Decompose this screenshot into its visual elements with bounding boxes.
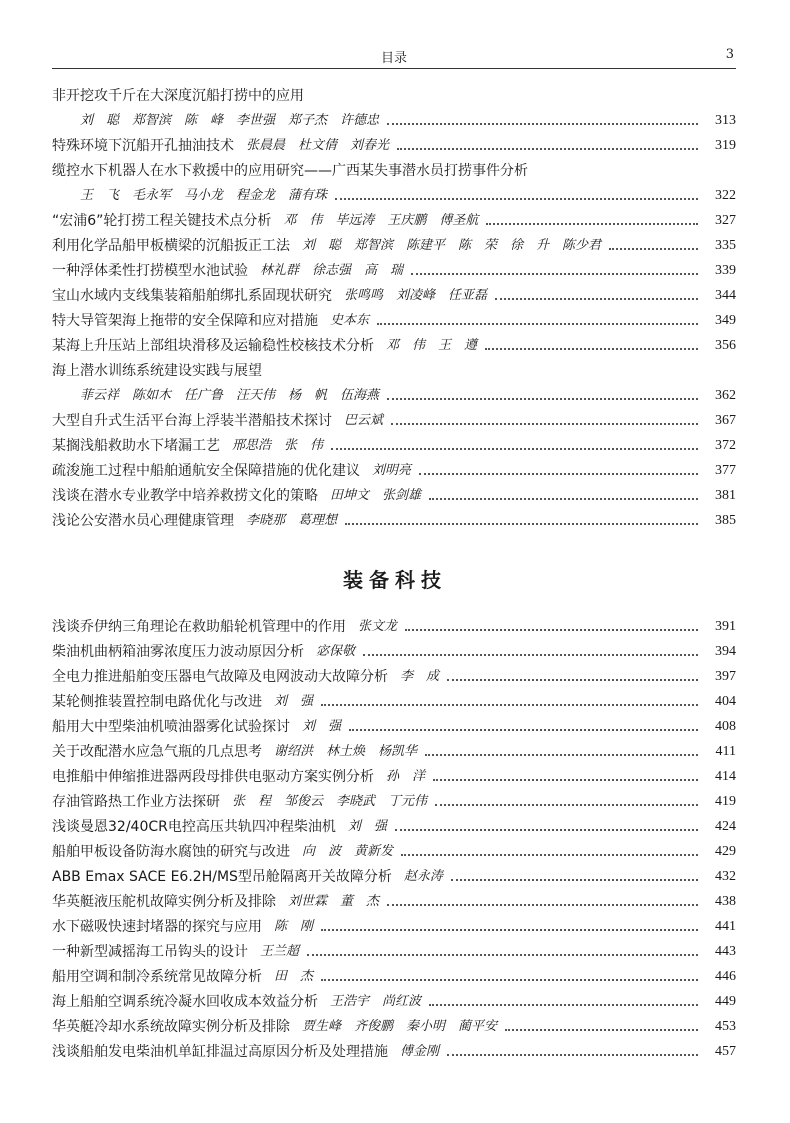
toc-entry [52, 917, 736, 937]
entry-authors: 刘 强 [302, 719, 342, 734]
entry-authors: 刘 聪 郑智滨 陈建平 陈 荣 徐 升 陈少君 [302, 238, 602, 253]
entry-title: 利用化学品船甲板横梁的沉船扳正工法 [52, 238, 290, 254]
leader-dots [435, 804, 698, 806]
entry-authors: 田 杰 [274, 969, 314, 984]
toc-entry [52, 311, 736, 331]
section-heading: 装备科技 [343, 568, 447, 592]
leader-dots [433, 779, 698, 781]
toc-entry [52, 461, 736, 481]
entry-authors: 李 成 [400, 669, 440, 684]
entry-title: 浅谈船舶发电柴油机单缸排温过高原因分析及处理措施 [52, 1044, 388, 1060]
leader-dots [401, 854, 698, 856]
leader-dots [387, 904, 698, 906]
entry-title: 柴油机曲柄箱油雾浓度压力波动原因分析 [52, 644, 304, 660]
entry-page-number: 432 [715, 869, 736, 884]
entry-authors: 谢绍洪 林土焕 杨凯华 [274, 744, 418, 759]
entry-title: 存油管路热工作业方法探研 [52, 794, 220, 810]
entry-title: 全电力推进船舶变压器电气故障及电网波动大故障分析 [52, 669, 388, 685]
entry-page-number: 446 [715, 969, 736, 984]
entry-page-number: 372 [715, 438, 736, 453]
toc-entry [52, 892, 736, 912]
leader-dots [395, 829, 698, 831]
entry-title: 浅谈曼恩32/40CR电控高压共轨四冲程柴油机 [52, 819, 336, 835]
toc-entry [52, 411, 736, 431]
header-title: 目录 [380, 51, 407, 66]
leader-dots [609, 248, 698, 250]
leader-dots [321, 929, 698, 931]
entry-page-number: 438 [715, 894, 736, 909]
toc-entry [52, 211, 736, 231]
entry-authors: 刘 强 [274, 694, 314, 709]
entry-page-number: 441 [715, 919, 736, 934]
leader-dots [331, 448, 698, 450]
entry-page-number: 429 [715, 844, 736, 859]
entry-title: 非开挖攻千斤在大深度沉船打捞中的应用 [52, 88, 304, 104]
leader-dots [321, 979, 698, 981]
entry-authors: 巴云斌 [344, 413, 384, 428]
toc-section-1 [52, 86, 736, 536]
entry-authors: 向 波 黄新发 [302, 844, 394, 859]
entry-page-number: 391 [715, 619, 736, 634]
entry-title: 船舶甲板设备防海水腐蚀的研究与改进 [52, 844, 290, 860]
entry-title: 特大导管架海上拖带的安全保障和应对措施 [52, 313, 318, 329]
toc-entry [52, 642, 736, 662]
entry-title: 浅谈在潜水专业教学中培养救捞文化的策略 [52, 488, 318, 504]
entry-authors: 林礼群 徐志强 高 瑞 [260, 263, 404, 278]
entry-authors: 王 飞 毛永军 马小龙 程金龙 蒲有珠 [80, 188, 328, 203]
entry-title: “宏浦6”轮打捞工程关键技术点分析 [52, 213, 272, 229]
entry-title: 海上潜水训练系统建设实践与展望 [52, 363, 262, 379]
entry-title: 大型自升式生活平台海上浮装半潜船技术探讨 [52, 413, 332, 429]
entry-title: 华英艇冷却水系统故障实例分析及排除 [52, 1019, 290, 1035]
leader-dots [505, 1029, 698, 1031]
leader-dots [451, 879, 698, 881]
toc-entry [52, 842, 736, 862]
entry-page-number: 377 [715, 463, 736, 478]
entry-title: 船用空调和制冷系统常见故障分析 [52, 969, 262, 985]
entry-page-number: 313 [715, 113, 736, 128]
toc-entry [52, 86, 736, 106]
leader-dots [349, 729, 698, 731]
toc-entry [52, 1042, 736, 1062]
entry-authors: 邓 伟 毕远涛 王庆鹏 傅圣航 [283, 213, 479, 228]
page-header [52, 44, 736, 69]
entry-authors: 张 程 邹俊云 李晓武 丁元伟 [232, 794, 428, 809]
toc-entry [52, 261, 736, 281]
leader-dots [486, 223, 698, 225]
entry-page-number: 339 [715, 263, 736, 278]
header-page-number: 3 [725, 47, 734, 62]
toc-entry [52, 1017, 736, 1037]
leader-dots [345, 523, 698, 525]
leader-dots [377, 323, 698, 325]
entry-authors: 赵永涛 [403, 869, 443, 884]
entry-authors: 王浩宇 尚红波 [330, 994, 422, 1009]
leader-dots [429, 1004, 698, 1006]
entry-page-number: 443 [715, 944, 736, 959]
entry-title: 华英艇液压舵机故障实例分析及排除 [52, 894, 276, 910]
entry-authors: 菲云祥 陈如木 任广鲁 汪天伟 杨 帆 伍海燕 [80, 388, 380, 403]
toc-entry [52, 436, 736, 456]
entry-authors: 王兰超 [260, 944, 300, 959]
entry-page-number: 408 [715, 719, 736, 734]
toc-entry [52, 742, 736, 762]
entry-authors: 邓 伟 王 遵 [386, 338, 478, 353]
toc-entry [52, 511, 736, 531]
entry-title: 浅论公安潜水员心理健康管理 [52, 513, 234, 529]
entry-authors: 傅金刚 [400, 1044, 440, 1059]
leader-dots [397, 148, 698, 150]
entry-page-number: 319 [715, 138, 736, 153]
entry-title: 一种新型减摇海工吊钩头的设计 [52, 944, 248, 960]
leader-dots [447, 679, 698, 681]
entry-title: 特殊环境下沉船开孔抽油技术 [52, 138, 234, 154]
leader-dots [485, 348, 698, 350]
leader-dots [405, 629, 698, 631]
entry-title: 疏浚施工过程中船舶通航安全保障措施的优化建议 [52, 463, 360, 479]
leader-dots [495, 298, 698, 300]
entry-page-number: 367 [715, 413, 736, 428]
entry-page-number: 394 [715, 644, 736, 659]
leader-dots [411, 273, 698, 275]
leader-dots [321, 704, 698, 706]
entry-title: 关于改配潜水应急气瓶的几点思考 [52, 744, 262, 760]
entry-page-number: 424 [715, 819, 736, 834]
toc-entry [52, 186, 736, 206]
entry-page-number: 356 [715, 338, 736, 353]
toc-entry [52, 361, 736, 381]
leader-dots [447, 1054, 698, 1056]
leader-dots [307, 954, 698, 956]
leader-dots [391, 423, 698, 425]
entry-title: 某轮侧推装置控制电路优化与改进 [52, 694, 262, 710]
leader-dots [335, 198, 698, 200]
toc-entry [52, 161, 736, 181]
entry-page-number: 453 [715, 1019, 736, 1034]
toc-entry [52, 386, 736, 406]
entry-authors: 史本东 [330, 313, 370, 328]
leader-dots [363, 654, 698, 656]
entry-authors: 刘明亮 [372, 463, 412, 478]
toc-entry [52, 667, 736, 687]
entry-authors: 贾生峰 齐俊鹏 秦小明 蔺平安 [302, 1019, 498, 1034]
entry-title: ABB Emax SACE E6.2H/MS型吊舱隔离开关故障分析 [52, 869, 392, 885]
entry-page-number: 335 [715, 238, 736, 253]
leader-dots [429, 498, 698, 500]
entry-authors: 宓保敬 [316, 644, 356, 659]
entry-page-number: 362 [715, 388, 736, 403]
entry-authors: 田坤文 张剑雄 [330, 488, 422, 503]
entry-page-number: 457 [715, 1044, 736, 1059]
entry-authors: 李晓那 葛理想 [246, 513, 338, 528]
toc-section-2 [52, 617, 736, 1067]
toc-entry [52, 817, 736, 837]
entry-page-number: 449 [715, 994, 736, 1009]
entry-authors: 刘 聪 郑智滨 陈 峰 李世强 郑子杰 许德忠 [80, 113, 380, 128]
toc-entry [52, 967, 736, 987]
entry-authors: 陈 刚 [274, 919, 314, 934]
toc-entry [52, 236, 736, 256]
entry-title: 电推船中伸缩推进器两段母排供电驱动方案实例分析 [52, 769, 374, 785]
entry-authors: 刘 强 [347, 819, 387, 834]
entry-title: 船用大中型柴油机喷油器雾化试验探讨 [52, 719, 290, 735]
entry-page-number: 404 [715, 694, 736, 709]
entry-page-number: 344 [715, 288, 736, 303]
toc-entry [52, 692, 736, 712]
toc-entry [52, 867, 736, 887]
entry-authors: 孙 洋 [386, 769, 426, 784]
toc-entry [52, 336, 736, 356]
entry-authors: 张文龙 [358, 619, 398, 634]
entry-page-number: 349 [715, 313, 736, 328]
toc-entry [52, 717, 736, 737]
leader-dots [419, 473, 698, 475]
entry-page-number: 385 [715, 513, 736, 528]
toc-entry [52, 136, 736, 156]
leader-dots [387, 123, 698, 125]
entry-title: 某搁浅船救助水下堵漏工艺 [52, 438, 220, 454]
leader-dots [425, 754, 698, 756]
toc-entry [52, 617, 736, 637]
toc-entry [52, 486, 736, 506]
entry-page-number: 381 [715, 488, 736, 503]
entry-page-number: 327 [715, 213, 736, 228]
toc-entry [52, 111, 736, 131]
entry-authors: 刘世霖 董 杰 [288, 894, 380, 909]
entry-page-number: 411 [715, 744, 736, 759]
toc-entry [52, 767, 736, 787]
toc-entry [52, 992, 736, 1012]
entry-authors: 邢思浩 张 伟 [232, 438, 324, 453]
entry-page-number: 322 [715, 188, 736, 203]
entry-title: 缆控水下机器人在水下救援中的应用研究——广西某失事潜水员打捞事件分析 [52, 163, 528, 179]
entry-authors: 张鸣鸣 刘凌峰 任亚磊 [344, 288, 488, 303]
entry-title: 浅谈乔伊纳三角理论在救助船轮机管理中的作用 [52, 619, 346, 635]
entry-title: 一种浮体柔性打捞模型水池试验 [52, 263, 248, 279]
entry-page-number: 419 [715, 794, 736, 809]
entry-title: 某海上升压站上部组块滑移及运输稳性校核技术分析 [52, 338, 374, 354]
entry-page-number: 414 [715, 769, 736, 784]
toc-entry [52, 792, 736, 812]
entry-title: 水下磁吸快速封堵器的探究与应用 [52, 919, 262, 935]
entry-title: 宝山水域内支线集装箱船舶绑扎系固现状研究 [52, 288, 332, 304]
entry-authors: 张晨晨 杜文倩 刘春光 [246, 138, 390, 153]
toc-entry [52, 942, 736, 962]
entry-title: 海上船舶空调系统冷凝水回收成本效益分析 [52, 994, 318, 1010]
toc-entry [52, 286, 736, 306]
leader-dots [387, 398, 698, 400]
entry-page-number: 397 [715, 669, 736, 684]
